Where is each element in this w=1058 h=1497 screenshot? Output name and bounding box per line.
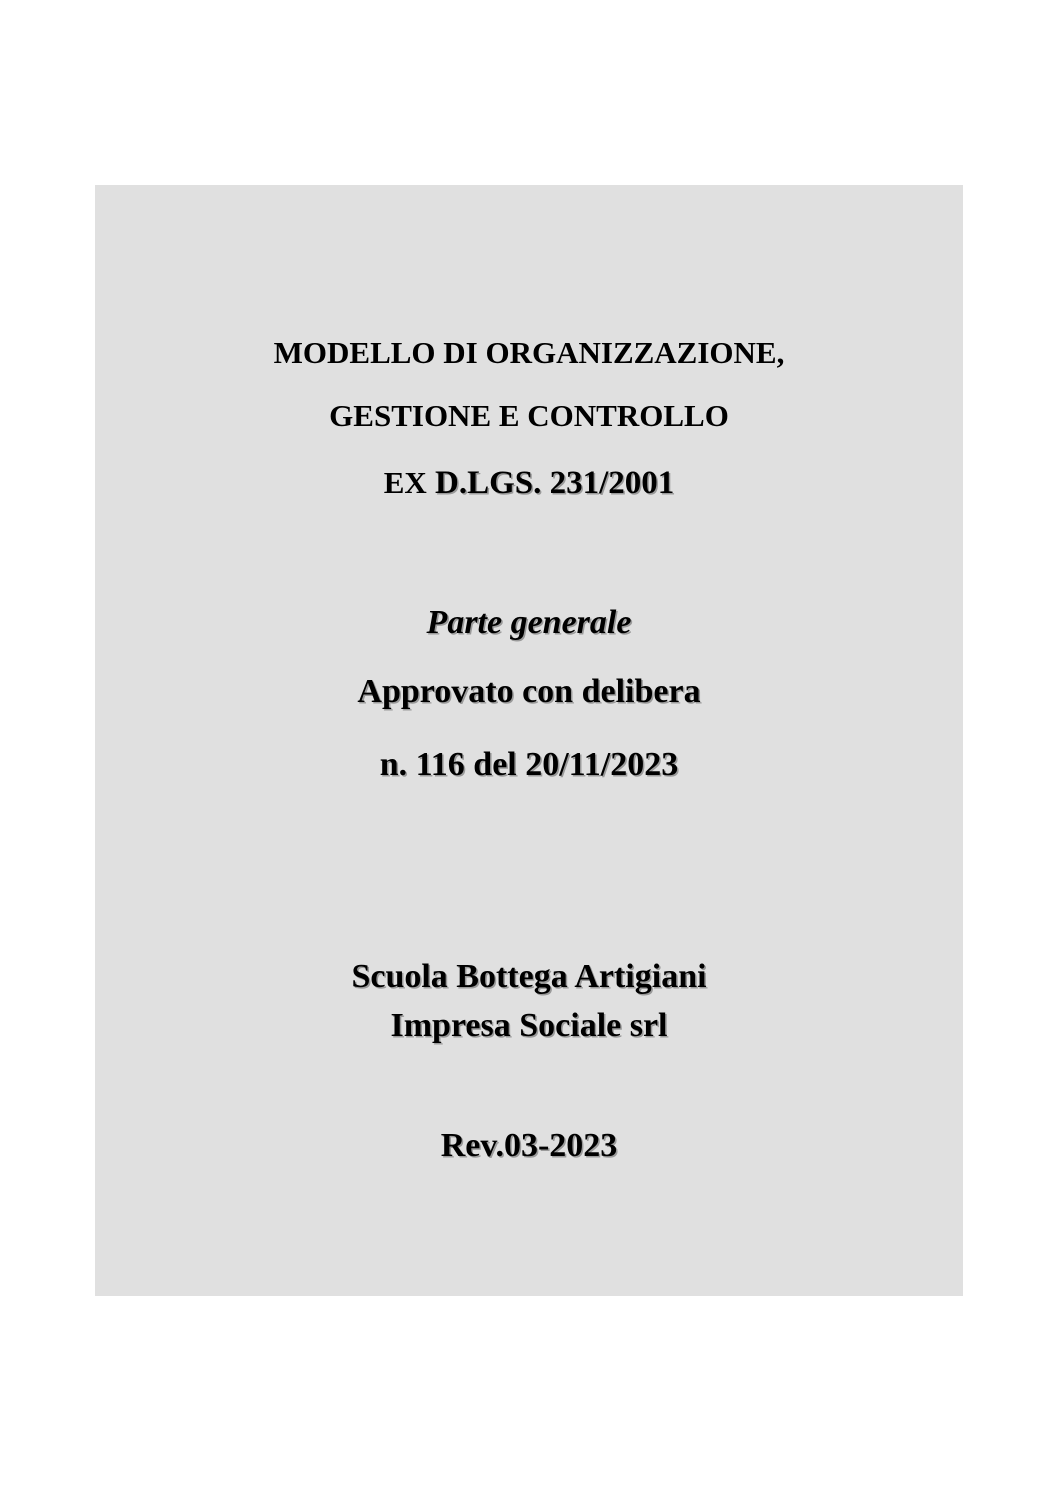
approval-line-2: n. 116 del 20/11/2023 [379,746,679,783]
company-name-line-1: Scuola Bottega Artigiani [351,958,707,995]
title-line-1: MODELLO DI ORGANIZZAZIONE, [273,335,785,370]
title-line-2: GESTIONE E CONTROLLO [329,398,729,433]
title-line-3 [95,465,963,502]
title-prefix: EX [383,465,427,500]
approval-line-1: Approvato con delibera [357,673,701,710]
section-title: Parte generale [426,604,632,641]
revision-label: Rev.03-2023 [440,1127,618,1164]
law-reference: D.LGS. 231/2001 [435,465,675,501]
company-name-line-2: Impresa Sociale srl [390,1007,668,1044]
cover-box [95,185,963,1296]
